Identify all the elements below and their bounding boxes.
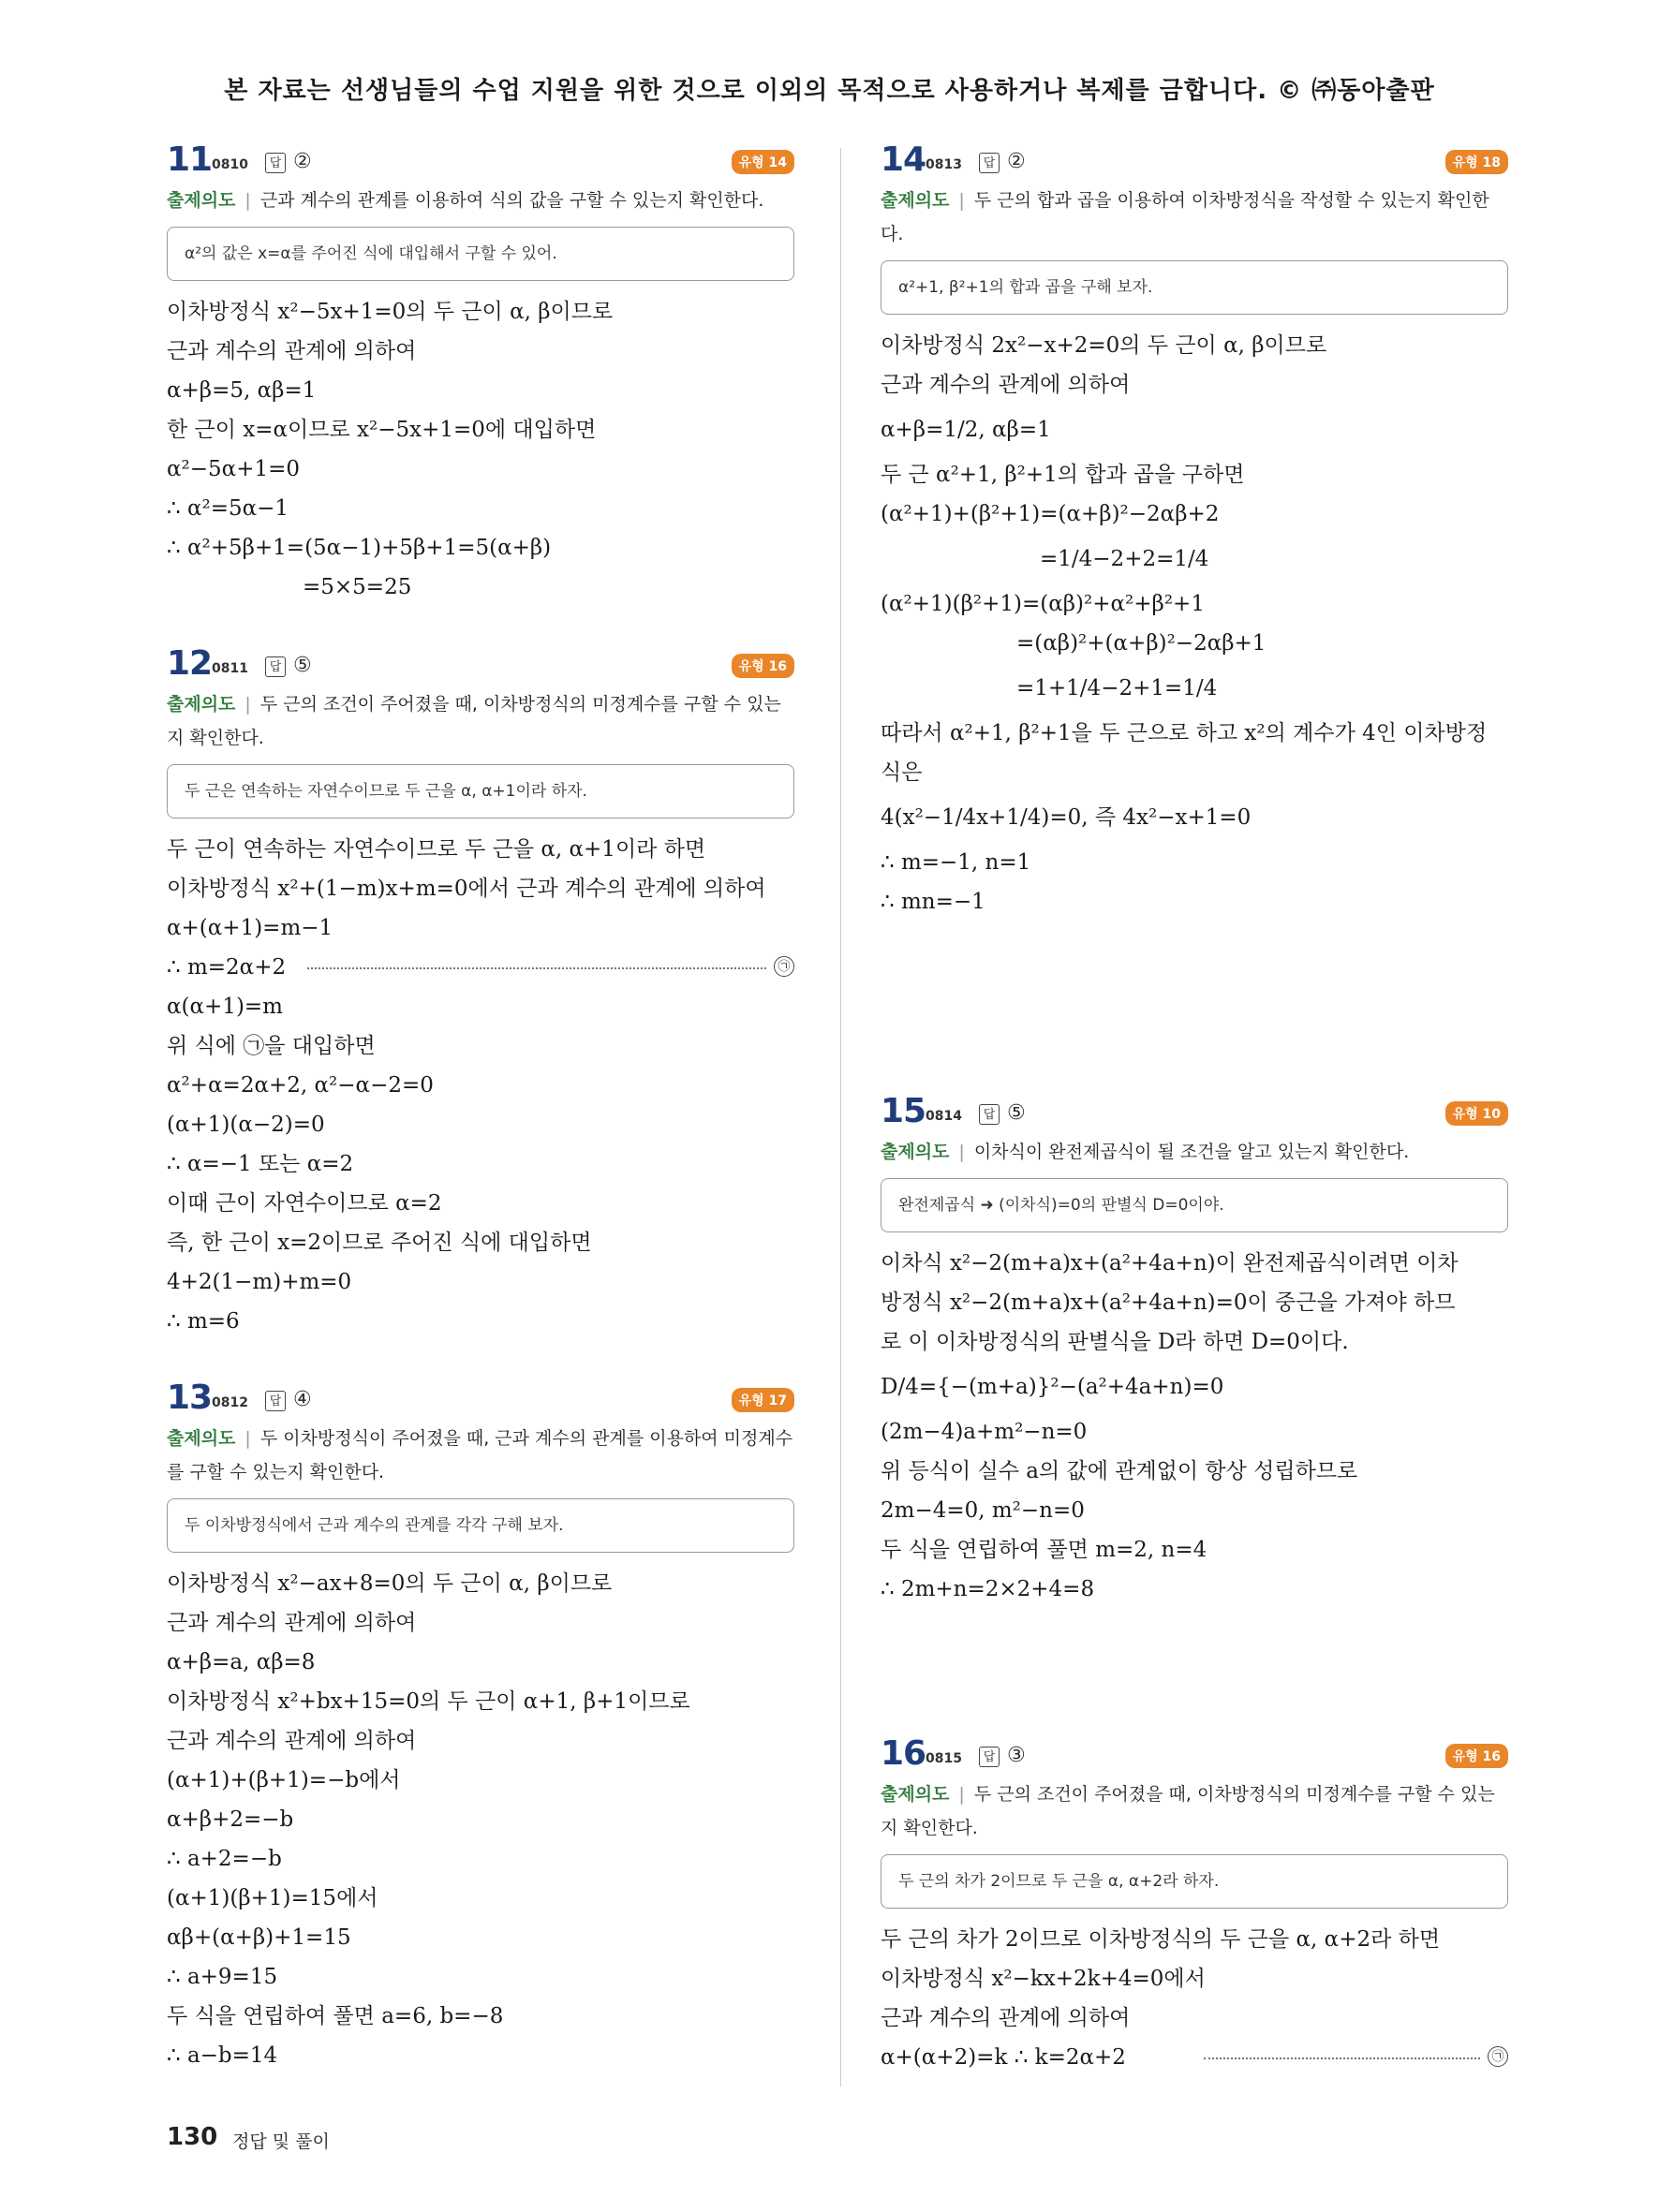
type-badge: 유형 10 — [1445, 1101, 1508, 1126]
solution-line: ∴ m=6 — [167, 1309, 240, 1334]
solution-line: 두 근의 차가 2이므로 이차방정식의 두 근을 α, α+2라 하면 — [881, 1927, 1441, 1952]
column-divider — [840, 148, 841, 2087]
problem-code: 0815 — [926, 1751, 962, 1766]
solution-line: 식은 — [881, 760, 923, 785]
answer-choice: ② — [1007, 150, 1026, 173]
solution-line: 근과 계수의 관계에 의하여 — [167, 1729, 417, 1753]
type-badge: 유형 17 — [732, 1388, 794, 1412]
problem-number: 11 — [167, 140, 213, 179]
question-intent — [167, 1422, 794, 1489]
intent-separator: | — [244, 1428, 251, 1449]
problem-code: 0811 — [212, 661, 248, 676]
problem-11 — [167, 140, 794, 607]
answer-icon: 답 — [979, 1747, 1000, 1767]
solution-line: (α+1)(β+1)=15에서 — [167, 1886, 378, 1910]
footer-label: 정답 및 풀이 — [232, 2131, 330, 2152]
intent-label: 출제의도 — [881, 1784, 950, 1805]
problem-number: 15 — [881, 1092, 926, 1130]
problem-header — [881, 1092, 1508, 1133]
problem-15 — [881, 1092, 1508, 1609]
intent-text: 두 근의 조건이 주어졌을 때, 이차방정식의 미정계수를 구할 수 있는지 확인한다. — [881, 1784, 1495, 1838]
solution — [881, 326, 1508, 922]
solution-line: 근과 계수의 관계에 의하여 — [881, 373, 1131, 397]
solution-line: αβ+(α+β)+1=15 — [167, 1925, 351, 1950]
hint-box: α²+1, β²+1의 합과 곱을 구해 보자. — [881, 260, 1508, 315]
solution-line: 4+2(1−m)+m=0 — [167, 1270, 352, 1294]
intent-text: 근과 계수의 관계를 이용하여 식의 값을 구할 수 있는지 확인한다. — [259, 190, 764, 211]
solution-line: 두 근 α²+1, β²+1의 합과 곱을 구하면 — [881, 463, 1245, 487]
solution-line: (2m−4)a+m²−n=0 — [881, 1420, 1088, 1444]
solution-line: 이차방정식 x²−5x+1=0의 두 근이 α, β이므로 — [167, 300, 614, 324]
problem-14 — [881, 140, 1508, 922]
solution-line: =1+1/4−2+1=1/4 — [1016, 676, 1218, 700]
answer-icon: 답 — [265, 656, 286, 677]
problem-number: 12 — [167, 644, 213, 683]
solution-line: 이차방정식 x²+(1−m)x+m=0에서 근과 계수의 관계에 의하여 — [167, 877, 766, 901]
solution-line: =(αβ)²+(α+β)²−2αβ+1 — [1016, 631, 1266, 656]
solution-line: D/4={−(m+a)}²−(a²+4a+n)=0 — [881, 1375, 1224, 1399]
solution — [881, 1244, 1508, 1609]
problem-code: 0812 — [212, 1395, 248, 1410]
answer-choice: ④ — [293, 1388, 312, 1411]
solution-line: 이차방정식 x²−ax+8=0의 두 근이 α, β이므로 — [167, 1571, 613, 1596]
problem-header — [881, 140, 1508, 182]
solution-line: ∴ a+2=−b — [167, 1847, 282, 1871]
intent-separator: | — [958, 1784, 965, 1805]
solution-line: ∴ α²=5α−1 — [167, 496, 289, 521]
problem-header — [167, 140, 794, 182]
solution-line: =1/4−2+2=1/4 — [1040, 547, 1209, 571]
hint-box: 두 이차방정식에서 근과 계수의 관계를 각각 구해 보자. — [167, 1498, 794, 1553]
hint-box: 두 근은 연속하는 자연수이므로 두 근을 α, α+1이라 하자. — [167, 764, 794, 818]
intent-label: 출제의도 — [881, 190, 950, 211]
solution-line: (α+1)+(β+1)=−b에서 — [167, 1768, 401, 1792]
solution-line: ∴ α=−1 또는 α=2 — [167, 1152, 354, 1176]
intent-separator: | — [958, 190, 965, 211]
solution-line: 이때 근이 자연수이므로 α=2 — [167, 1191, 442, 1216]
solution-line: 위 식에 ㉠을 대입하면 — [167, 1034, 376, 1058]
solution-line: 두 식을 연립하여 풀면 a=6, b=−8 — [167, 2004, 504, 2028]
solution-line: 이차방정식 x²−kx+2k+4=0에서 — [881, 1967, 1206, 1991]
solution-line: 로 이 이차방정식의 판별식을 D라 하면 D=0이다. — [881, 1330, 1349, 1354]
solution-line: ∴ a−b=14 — [167, 2043, 278, 2068]
type-badge: 유형 18 — [1445, 150, 1508, 174]
solution-line: 근과 계수의 관계에 의하여 — [881, 2006, 1131, 2030]
question-intent — [881, 1135, 1508, 1169]
problem-16 — [881, 1734, 1508, 2077]
hint-box: α²의 값은 x=α를 주어진 식에 대입해서 구할 수 있어. — [167, 227, 794, 281]
intent-separator: | — [244, 694, 251, 715]
question-intent — [881, 184, 1508, 251]
solution-line: 이차방정식 2x²−x+2=0의 두 근이 α, β이므로 — [881, 333, 1327, 358]
answer-icon: 답 — [979, 153, 1000, 173]
intent-label: 출제의도 — [881, 1142, 950, 1162]
solution-line: ∴ m=−1, n=1 — [881, 850, 1031, 875]
intent-label: 출제의도 — [167, 694, 236, 715]
problem-code: 0810 — [212, 157, 248, 172]
equation-marker: ㉠ — [774, 956, 794, 977]
solution-line: 방정식 x²−2(m+a)x+(a²+4a+n)=0이 중근을 가져야 하므 — [881, 1290, 1456, 1315]
solution-line: 이차방정식 x²+bx+15=0의 두 근이 α+1, β+1이므로 — [167, 1689, 690, 1714]
intent-text: 이차식이 완전제곱식이 될 조건을 알고 있는지 확인한다. — [973, 1142, 1410, 1162]
answer-choice: ③ — [1007, 1744, 1026, 1767]
question-intent — [167, 184, 794, 217]
intent-separator: | — [958, 1142, 965, 1162]
solution-line: (α²+1)+(β²+1)=(α+β)²−2αβ+2 — [881, 502, 1220, 526]
answer-choice: ⑤ — [1007, 1101, 1026, 1125]
equation-marker: ㉠ — [1488, 2046, 1508, 2067]
solution-line: ∴ mn=−1 — [881, 890, 985, 914]
copyright-banner: 본 자료는 선생님들의 수업 지원을 위한 것으로 이외의 목적으로 사용하거나 복제를 금합니다. © ㈜동아출판 — [224, 77, 1435, 105]
problem-number: 16 — [881, 1734, 926, 1773]
solution — [167, 292, 794, 607]
intent-label: 출제의도 — [167, 190, 236, 211]
intent-text: 두 근의 조건이 주어졌을 때, 이차방정식의 미정계수를 구할 수 있는지 확인한다. — [167, 694, 781, 748]
problem-code: 0814 — [926, 1109, 962, 1124]
answer-choice: ⑤ — [293, 654, 312, 677]
solution-line: ∴ a+9=15 — [167, 1965, 278, 1989]
intent-text: 두 근의 합과 곱을 이용하여 이차방정식을 작성할 수 있는지 확인한다. — [881, 190, 1489, 244]
intent-text: 두 이차방정식이 주어졌을 때, 근과 계수의 관계를 이용하여 미정계수를 구할 수 있는지 확인한다. — [167, 1428, 793, 1482]
solution-line: α+β=a, αβ=8 — [167, 1650, 316, 1674]
problem-number: 13 — [167, 1379, 213, 1417]
solution-line: 즉, 한 근이 x=2이므로 주어진 식에 대입하면 — [167, 1231, 592, 1255]
answer-icon: 답 — [265, 153, 286, 173]
solution-text: ∴ m=2α+2 — [167, 955, 287, 980]
question-intent — [167, 687, 794, 755]
solution-line: =5×5=25 — [303, 575, 412, 599]
solution-line: ∴ 2m+n=2×2+4=8 — [881, 1577, 1095, 1601]
solution-line: (α²+1)(β²+1)=(αβ)²+α²+β²+1 — [881, 592, 1205, 616]
solution-text: α+(α+2)=k ∴ k=2α+2 — [881, 2045, 1126, 2070]
hint-box: 완전제곱식 ➜ (이차식)=0의 판별식 D=0이야. — [881, 1178, 1508, 1232]
solution-line: 근과 계수의 관계에 의하여 — [167, 339, 417, 363]
intent-label: 출제의도 — [167, 1428, 236, 1449]
solution-line: (α+1)(α−2)=0 — [167, 1113, 325, 1137]
hint-box: 두 근의 차가 2이므로 두 근을 α, α+2라 하자. — [881, 1854, 1508, 1909]
answer-icon: 답 — [979, 1104, 1000, 1125]
problem-header — [167, 644, 794, 686]
solution-line: 4(x²−1/4x+1/4)=0, 즉 4x²−x+1=0 — [881, 805, 1252, 830]
answer-choice: ② — [293, 150, 312, 173]
question-intent — [881, 1777, 1508, 1845]
solution-line: α+(α+1)=m−1 — [167, 916, 333, 940]
solution-line: 두 근이 연속하는 자연수이므로 두 근을 α, α+1이라 하면 — [167, 837, 706, 862]
type-badge: 유형 14 — [732, 150, 794, 174]
solution-line: 2m−4=0, m²−n=0 — [881, 1498, 1085, 1523]
problem-code: 0813 — [926, 157, 962, 172]
solution-line-with-marker — [881, 2038, 1508, 2077]
problem-13 — [167, 1379, 794, 2075]
problem-number: 14 — [881, 140, 926, 179]
answer-icon: 답 — [265, 1391, 286, 1411]
solution-line: 한 근이 x=α이므로 x²−5x+1=0에 대입하면 — [167, 418, 597, 442]
type-badge: 유형 16 — [1445, 1744, 1508, 1768]
dotted-leader — [1204, 2057, 1480, 2059]
problem-12 — [167, 644, 794, 1341]
solution-line: α+β=5, αβ=1 — [167, 378, 317, 403]
solution-line-with-marker — [167, 948, 794, 987]
solution-line: 근과 계수의 관계에 의하여 — [167, 1611, 417, 1635]
solution-line: 이차식 x²−2(m+a)x+(a²+4a+n)이 완전제곱식이려면 이차 — [881, 1251, 1459, 1276]
solution-line: α+β=1/2, αβ=1 — [881, 418, 1051, 442]
type-badge: 유형 16 — [732, 654, 794, 678]
solution-line: 위 등식이 실수 a의 값에 관계없이 항상 성립하므로 — [881, 1459, 1358, 1483]
problem-header — [167, 1379, 794, 1420]
solution — [167, 1564, 794, 2075]
page-number: 130 — [167, 2123, 218, 2151]
solution — [167, 830, 794, 1341]
solution-line: α+β+2=−b — [167, 1807, 294, 1832]
dotted-leader — [307, 967, 766, 969]
solution-line: α²+α=2α+2, α²−α−2=0 — [167, 1073, 434, 1098]
solution-line: 따라서 α²+1, β²+1을 두 근으로 하고 x²의 계수가 4인 이차방정 — [881, 721, 1488, 745]
intent-separator: | — [244, 190, 251, 211]
solution-line: α²−5α+1=0 — [167, 457, 300, 481]
solution — [881, 1920, 1508, 2077]
solution-line: ∴ α²+5β+1=(5α−1)+5β+1=5(α+β) — [167, 536, 552, 560]
solution-line: α(α+1)=m — [167, 995, 283, 1019]
problem-header — [881, 1734, 1508, 1776]
solution-line: 두 식을 연립하여 풀면 m=2, n=4 — [881, 1538, 1207, 1562]
